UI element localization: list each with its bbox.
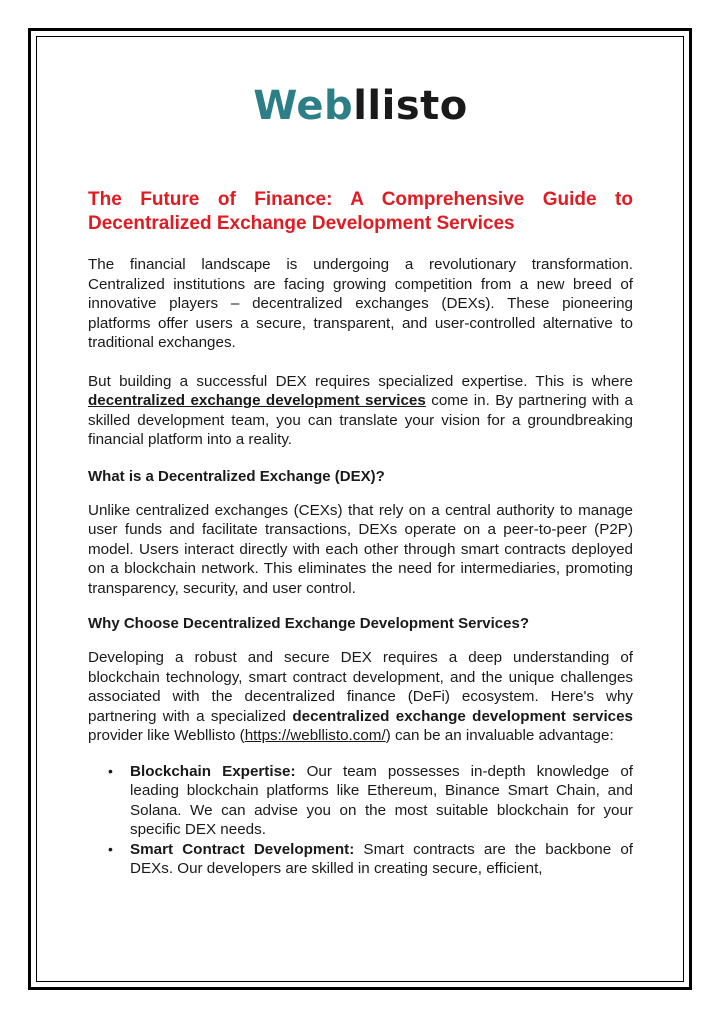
paragraph-why-choose [88, 648, 633, 746]
heading-why-choose: Why Choose Decentralized Exchange Development Services? [88, 615, 529, 632]
paragraph-expertise [88, 372, 633, 450]
paragraph-why-text-2: provider like Webllisto ( [88, 727, 245, 744]
paragraph-dex-definition: Unlike centralized exchanges (CEXs) that rely on a central authority to manage user funds and facilitate transactions, DEXs operate on a peer-to-peer (P2P) model. Users interact directly with each other through smart contracts deployed on a blockchain network. This eliminates the need for intermediaries, promoting transparency, security, and user control. [88, 501, 633, 597]
dex-services-link[interactable] [88, 392, 426, 409]
list-item-text: Our team possesses in-depth knowledge of leading blockchain platforms like Ethereum, Binance Smart Chain, and Solana. We can advise you on the most suitable blockchain for your specific DEX needs. [130, 762, 633, 838]
paragraph-expertise-text-1: But building a successful DEX requires specialized expertise. This is where [88, 372, 633, 390]
webllisto-url-link[interactable]: https://webllisto.com/ [244, 727, 386, 744]
list-item [108, 762, 633, 840]
list-item [108, 840, 633, 879]
logo-part-web: Web [253, 83, 354, 129]
dex-services-link-text: decentralized exchange development services [88, 392, 426, 409]
bullet-icon: • [108, 762, 113, 779]
list-item-text: Smart contracts are the backbone of DEXs. Our developers are skilled in creating secure, efficient, [130, 840, 633, 877]
heading-what-is-dex: What is a Decentralized Exchange (DEX)? [88, 467, 385, 485]
paragraph-why-text-3: ) can be an invaluable advantage: [385, 727, 614, 744]
intro-paragraph: The financial landscape is undergoing a revolutionary transformation. Centralized institutions are facing growing competition from a new breed of innovative players – decentralized exchanges (DEXs). These pioneering platforms offer users a secure, transparent, and user-controlled alternative to traditional exchanges. [88, 256, 633, 351]
webllisto-logo [88, 84, 633, 128]
paragraph-why-bold: decentralized exchange development services [292, 707, 634, 725]
logo-part-llisto: llisto [353, 83, 468, 129]
benefits-list [88, 762, 633, 879]
document-title: The Future of Finance: A Comprehensive Guide to Decentralized Exchange Development Services [88, 189, 633, 234]
list-item-label: Smart Contract Development: [130, 840, 355, 858]
paragraph-expertise-text-2: come in. By partnering with a skilled development team, you can translate your vision for a groundbreaking financial platform into a reality. [88, 392, 633, 448]
paragraph-why-text-1: Developing a robust and secure DEX requires a deep understanding of blockchain technology, smart contract development, and the unique challenges associated with the decentralized finance (DeFi) ecosystem. Here's why partnering with a specialized [88, 649, 633, 725]
list-item-label: Blockchain Expertise: [130, 762, 296, 780]
document-page [88, 76, 633, 879]
bullet-icon: • [108, 840, 113, 857]
